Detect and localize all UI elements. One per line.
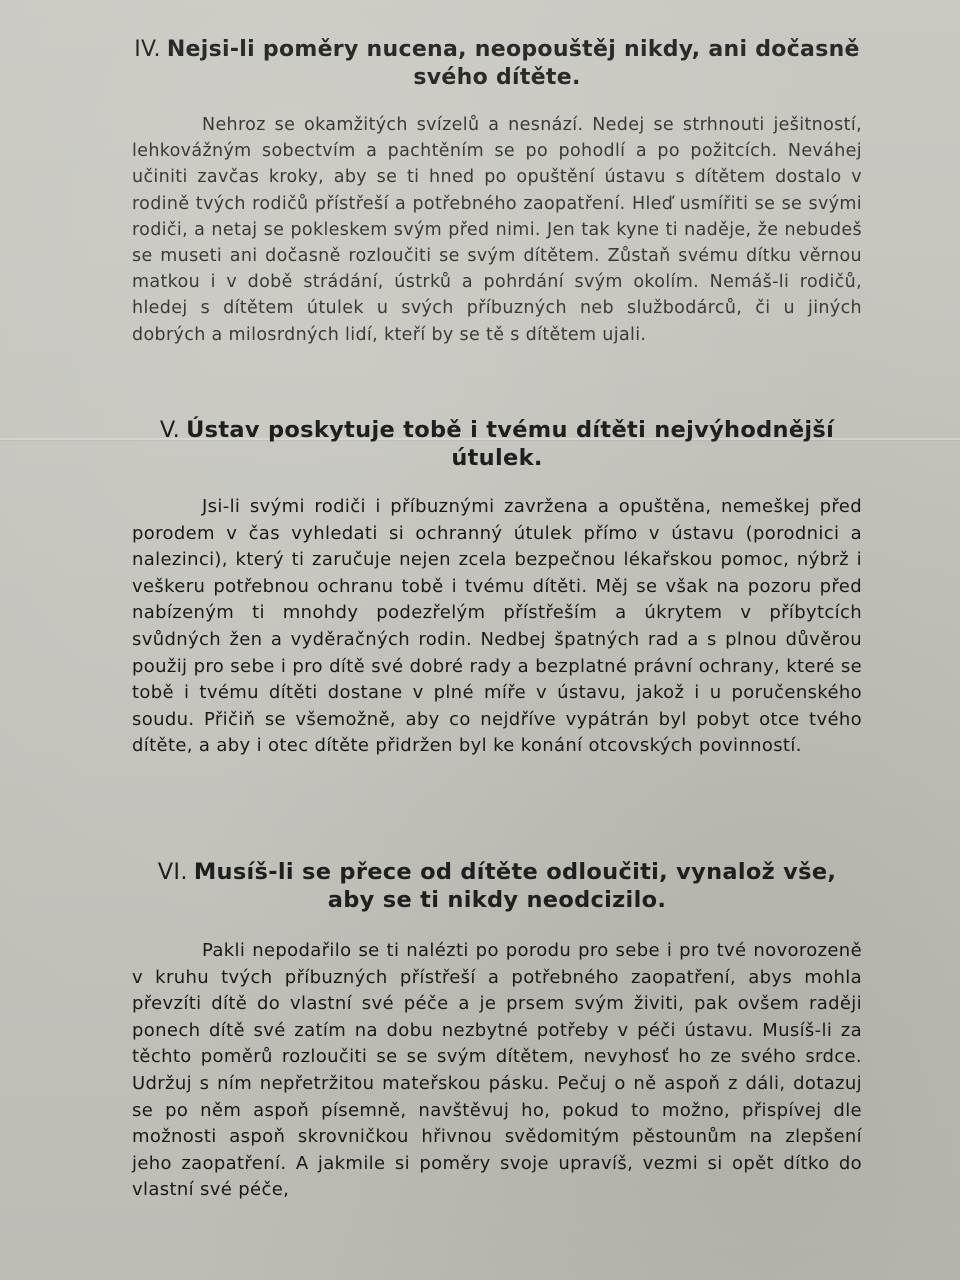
section-iv: [132, 36, 862, 348]
section-heading: [132, 36, 862, 92]
section-number: V.: [159, 417, 181, 443]
section-paragraph: Nehroz se okamžitých svízelů a nesnází. Nedej se strhnouti ješitností, lehkovážným sobectvím a pachtěním se po pohodlí a po požitcích. Neváhej učiniti zavčas kroky, aby se ti hned po opuštění ústavu s dítětem dostalo v rodině tvých rodičů přístřeší a potřebného zaopatření. Hleď usmířiti se se svými rodiči, a netaj se pokleskem svým před nimi. Jen tak kyne ti naděje, že nebudeš se museti ani dočasně rozloučiti se svým dítětem. Zůstaň svému dítku věrnou matkou i v době strádání, ústrků a pohrdání svým okolím. Nemáš-li rodičů, hledej s dítětem útulek u svých příbuzných neb službodárců, či u jiných dobrých a milosrdných lidí, kteří by se tě s dítětem ujali.: [132, 115, 862, 345]
section-paragraph: Jsi-li svými rodiči i příbuznými zavržena a opuštěna, nemeškej před porodem v čas vyhledati si ochranný útulek přímo v ústavu (porodnici a nalezinci), který ti zaručuje nejen zcela bezpečnou lékařskou pomoc, nýbrž i veškeru potřebnou ochranu tobě i tvému dítěti. Měj se však na pozoru před nabízeným ti mnohdy podezřelým přístřeším a úkrytem v příbytcích svůdných žen a vyděračných rodin. Nedbej špatných rad a s plnou důvěrou použij pro sebe i pro dítě své dobré rady a bezplatné právní ochrany, které se tobě i tvému dítěti dostane v plné míře v ústavu, jakož i u poručenského soudu. Přičiň se všemožně, aby co nejdříve vypátrán byl pobyt otce tvého dítěte, a aby i otec dítěte přidržen byl ke konání otcovských povinností.: [132, 496, 862, 757]
section-title: Ústav poskytuje tobě i tvému dítěti nejvýhodnější útulek.: [186, 417, 835, 471]
section-v: [132, 416, 862, 760]
section-number: IV.: [134, 37, 161, 62]
section-number: VI.: [157, 859, 188, 885]
section-vi: [132, 858, 862, 1204]
section-paragraph: Pakli nepodařilo se ti nalézti po porodu pro sebe i pro tvé novorozeně v kruhu tvých příbuzných přístřeší a potřebného zaopatření, abys mohla převzíti dítě do vlastní své péče a je prsem svým živiti, pak ovšem raději ponech dítě své zatím na dobu nezbytné potřeby v péči ústavu. Musíš-li za těchto poměrů rozloučiti se se svým dítětem, nevyhosť ho ze svého srdce. Udržuj s ním nepřetržitou mateřskou pásku. Pečuj o ně aspoň z dáli, dotazuj se po něm aspoň písemně, navštěvuj ho, pokud to možno, přispívej dle možnosti aspoň skrovničkou hřivnou svědomitým pěstounům na zlepšení jeho zaopatření. A jakmile si poměry svoje upravíš, vezmi si opět dítko do vlastní své péče,: [132, 940, 862, 1201]
section-heading: [132, 416, 862, 472]
section-heading: [132, 858, 862, 914]
section-title: Musíš-li se přece od dítěte odloučiti, vynalož vše, aby se ti nikdy neodcizilo.: [193, 859, 837, 913]
section-title: Nejsi-li poměry nucena, neopouštěj nikdy, ani dočasně svého dítěte.: [166, 37, 860, 90]
